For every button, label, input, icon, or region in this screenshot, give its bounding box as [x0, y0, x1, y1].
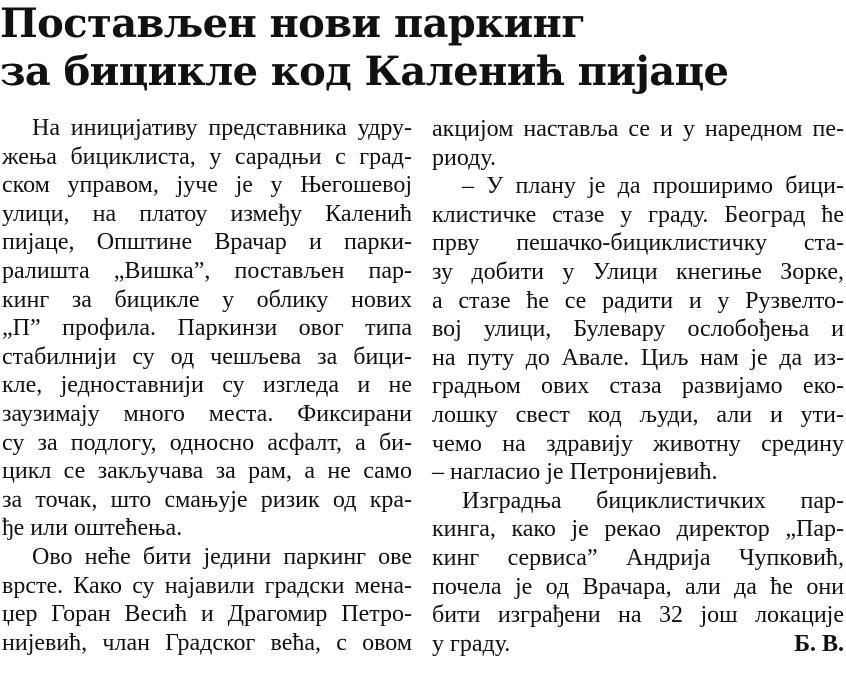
- body-line: кинга, како је рекао директор „Пар-: [432, 516, 844, 543]
- body-line: стабилнији су од чешљева за бици-: [2, 343, 412, 370]
- body-line: за точак, што смањује ризик од кра-: [2, 486, 412, 513]
- article-right-column: [432, 115, 844, 658]
- body-line: у граду.: [432, 630, 511, 657]
- body-line: су за подлогу, односно асфалт, а би-: [2, 429, 412, 456]
- body-line: – У плану је да проширимо бици-: [462, 173, 844, 200]
- body-line: Изградња бициклистичких пар-: [462, 487, 844, 514]
- body-line: – нагласио је Петронијевић.: [432, 459, 718, 486]
- body-line: чемо на здравију животну средину: [432, 430, 844, 457]
- body-line: ском управом, јуче је у Његошевој: [2, 172, 412, 199]
- closing-line-row: [432, 630, 844, 659]
- body-line: ралишта „Вишка”, постављен пар-: [2, 257, 412, 284]
- body-line: зу добити у Улици кнегиње Зорке,: [432, 258, 844, 285]
- body-line: риоду.: [432, 144, 496, 171]
- body-line: џер Горан Весић и Драгомир Петро-: [2, 601, 412, 628]
- body-line: улици, на платоу између Каленић: [2, 200, 412, 227]
- body-line: акцијом наставља се и у наредном пе-: [432, 116, 844, 142]
- article-left-column: [2, 114, 412, 657]
- body-line: нијевић, члан Градског већа, с овом: [2, 629, 412, 656]
- body-line: заузимају много места. Фиксирани: [2, 400, 412, 427]
- body-line: цикл се закључава за рам, а не само: [2, 458, 412, 485]
- body-line: клистичке стазе у граду. Београд ће: [432, 201, 844, 228]
- body-line: На иницијативу представника удру-: [32, 115, 412, 141]
- author-byline: Б. В.: [794, 630, 844, 657]
- headline-line: за бицикле код Каленић пијаце: [0, 48, 729, 95]
- body-line: а стазе ће се радити и у Рузвелто-: [432, 287, 844, 314]
- body-line: пијаце, Општине Врачар и парки-: [2, 229, 412, 256]
- body-line: прву пешачко-бициклистичку ста-: [432, 230, 844, 257]
- body-line: вој улици, Булевару ослобођења и: [432, 316, 844, 343]
- headline-line: Постављен нови паркинг: [0, 0, 586, 47]
- body-line: градњом ових стаза развијамо еко-: [432, 373, 844, 400]
- body-line: бити изграђени на 32 још локације: [432, 602, 844, 629]
- body-line: кинг сервиса” Андрија Чупковић,: [432, 544, 844, 571]
- body-line: ђе или оштећења.: [2, 515, 183, 542]
- body-line: Ово неће бити једини паркинг ове: [32, 543, 412, 570]
- body-line: „П” профила. Паркинзи овог типа: [2, 315, 412, 342]
- body-line: жења бициклиста, у сарадњи с град-: [2, 143, 412, 170]
- body-line: лошку свест код људи, али и ути-: [432, 401, 844, 428]
- article-headline: [0, 0, 846, 96]
- body-line: кинг за бицикле у облику нових: [2, 286, 412, 313]
- body-line: врсте. Како су најавили градски мена-: [2, 572, 412, 599]
- body-line: на путу до Авале. Циљ нам је да из-: [432, 344, 844, 371]
- body-line: почела је од Врачара, али да ће они: [432, 573, 844, 600]
- body-line: кле, једноставнији су изгледа и не: [2, 372, 412, 399]
